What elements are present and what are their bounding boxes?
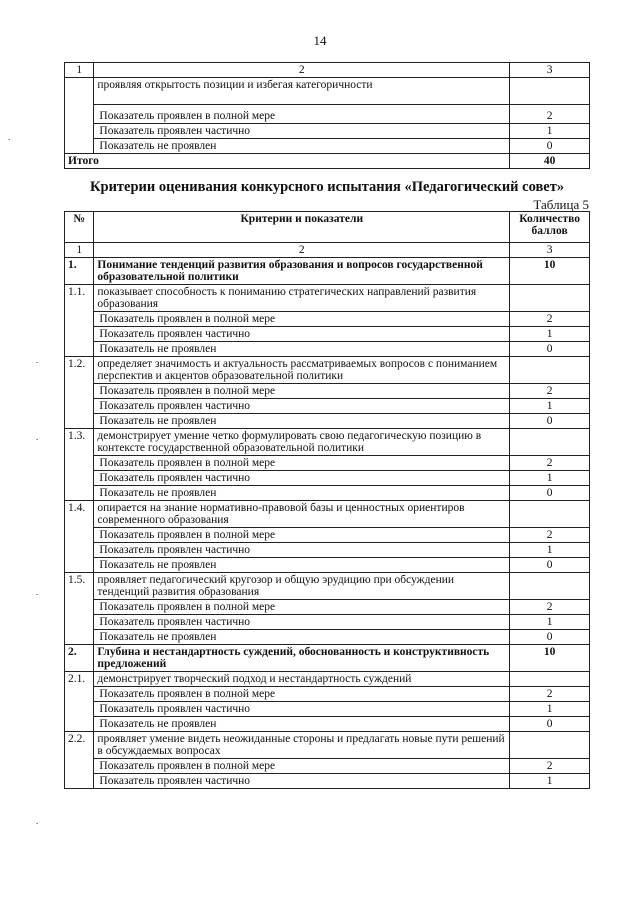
header-score: Количество баллов	[510, 212, 590, 243]
colnum-1: 1	[65, 243, 94, 258]
score-cell: 1	[510, 543, 590, 558]
top-table	[64, 62, 590, 169]
table-row	[65, 357, 590, 384]
criterion-group-row	[65, 258, 590, 285]
criterion-cell: Показатель проявлен в полной мере	[94, 384, 510, 399]
criterion-number: 2.1.	[65, 672, 94, 732]
table-row	[65, 558, 590, 573]
table-row	[65, 501, 590, 528]
score-cell: 0	[510, 558, 590, 573]
score-cell: 0	[510, 717, 590, 732]
score-cell	[510, 285, 590, 312]
margin-dot: .	[36, 816, 39, 826]
table-row	[65, 456, 590, 471]
score-cell: 1	[510, 327, 590, 342]
score-cell: 0	[510, 486, 590, 501]
criterion-cell: Показатель проявлен в полной мере	[94, 312, 510, 327]
criterion-cell: демонстрирует умение четко формулировать свою педагогическую позицию в контексте государственной образовательной политики	[94, 429, 510, 456]
criterion-number: 2.2.	[65, 732, 94, 789]
score-cell: 1	[510, 124, 590, 139]
criterion-number: 1.2.	[65, 357, 94, 429]
score-cell: 1	[510, 774, 590, 789]
criterion-cell: опирается на знание нормативно-правовой базы и ценностных ориентиров современного образования	[94, 501, 510, 528]
margin-dot: .	[8, 132, 11, 142]
criterion-cell: проявляет умение видеть неожиданные стороны и предлагать новые пути решений в обсуждаемых вопросах	[94, 732, 510, 759]
table-row	[65, 105, 590, 124]
criterion-cell: Показатель проявлен в полной мере	[94, 600, 510, 615]
criterion-cell: Показатель проявлен частично	[94, 774, 510, 789]
table-row	[65, 615, 590, 630]
score-cell	[510, 573, 590, 600]
score-cell	[510, 429, 590, 456]
table-row	[65, 732, 590, 759]
table-row	[65, 124, 590, 139]
criterion-cell: Показатель проявлен частично	[94, 399, 510, 414]
criterion-number: 1.5.	[65, 573, 94, 645]
table-row	[65, 486, 590, 501]
margin-dot: .	[36, 432, 39, 442]
column-number-row	[65, 243, 590, 258]
score-cell: 2	[510, 312, 590, 327]
total-label: Итого	[65, 154, 510, 169]
table-row	[65, 471, 590, 486]
score-cell: 1	[510, 471, 590, 486]
score-cell: 2	[510, 759, 590, 774]
table-row	[65, 759, 590, 774]
criterion-cell: Показатель не проявлен	[94, 139, 510, 154]
criterion-cell: Показатель не проявлен	[94, 342, 510, 357]
table-row	[65, 342, 590, 357]
score-cell: 2	[510, 105, 590, 124]
score-cell: 1	[510, 399, 590, 414]
table-row	[65, 528, 590, 543]
score-cell: 2	[510, 687, 590, 702]
score-cell	[510, 672, 590, 687]
criterion-cell: Показатель проявлен частично	[94, 702, 510, 717]
column-number-row	[65, 63, 590, 78]
criterion-cell: Показатель не проявлен	[94, 414, 510, 429]
score-cell: 10	[510, 258, 590, 285]
table-row	[65, 573, 590, 600]
criteria-table-body	[65, 258, 590, 789]
table-row	[65, 672, 590, 687]
criterion-cell: показывает способность к пониманию стратегических направлений развития образования	[94, 285, 510, 312]
criterion-cell: Показатель проявлен частично	[94, 124, 510, 139]
criterion-cell: Глубина и нестандартность суждений, обоснованность и конструктивность предложений	[94, 645, 510, 672]
table-row	[65, 414, 590, 429]
colnum-2: 2	[94, 63, 510, 78]
table-row	[65, 327, 590, 342]
criterion-number: 1.4.	[65, 501, 94, 573]
table-row	[65, 399, 590, 414]
criterion-cell: проявляя открытость позиции и избегая категоричности	[94, 78, 510, 105]
criterion-cell: Показатель не проявлен	[94, 717, 510, 732]
header-row	[65, 212, 590, 243]
table-row	[65, 630, 590, 645]
score-cell	[510, 78, 590, 105]
header-criteria: Критерии и показатели	[94, 212, 510, 243]
score-cell: 2	[510, 600, 590, 615]
criterion-cell: Понимание тенденций развития образования и вопросов государственной образовательной политики	[94, 258, 510, 285]
score-cell: 0	[510, 342, 590, 357]
criterion-cell: Показатель проявлен частично	[94, 327, 510, 342]
colnum-3: 3	[510, 63, 590, 78]
criterion-group-row	[65, 645, 590, 672]
criterion-cell: Показатель проявлен в полной мере	[94, 759, 510, 774]
criterion-cell: Показатель проявлен частично	[94, 471, 510, 486]
table-row	[65, 429, 590, 456]
table-row	[65, 384, 590, 399]
criterion-number: 2.	[65, 645, 94, 672]
score-cell: 0	[510, 414, 590, 429]
total-row	[65, 154, 590, 169]
table-row	[65, 600, 590, 615]
criterion-cell: Показатель не проявлен	[94, 486, 510, 501]
criterion-cell: Показатель не проявлен	[94, 558, 510, 573]
table-row	[65, 139, 590, 154]
score-cell: 0	[510, 630, 590, 645]
criterion-cell: Показатель проявлен в полной мере	[94, 528, 510, 543]
score-cell: 10	[510, 645, 590, 672]
score-cell: 2	[510, 528, 590, 543]
colnum-2: 2	[94, 243, 510, 258]
table-row	[65, 543, 590, 558]
criterion-cell: Показатель проявлен частично	[94, 543, 510, 558]
score-cell: 1	[510, 702, 590, 717]
criterion-number: 1.	[65, 258, 94, 285]
score-cell: 1	[510, 615, 590, 630]
table-label: Таблица 5	[533, 197, 589, 212]
table-row	[65, 78, 590, 105]
margin-dot: .	[36, 587, 39, 597]
criterion-cell: Показатель проявлен в полной мере	[94, 105, 510, 124]
table-row	[65, 687, 590, 702]
score-cell	[510, 501, 590, 528]
section-title: Критерии оценивания конкурсного испытания «Педагогический совет»	[90, 179, 565, 195]
colnum-3: 3	[510, 243, 590, 258]
page-number: 14	[313, 33, 327, 48]
score-cell: 2	[510, 384, 590, 399]
score-cell	[510, 732, 590, 759]
criterion-cell: определяет значимость и актуальность рассматриваемых вопросов с пониманием перспектив и акцентов образовательной политики	[94, 357, 510, 384]
score-cell	[510, 357, 590, 384]
total-value: 40	[510, 154, 590, 169]
table-row	[65, 774, 590, 789]
criterion-cell: демонстрирует творческий подход и нестандартность суждений	[94, 672, 510, 687]
table-row	[65, 312, 590, 327]
table-row	[65, 702, 590, 717]
criterion-number: 1.3.	[65, 429, 94, 501]
score-cell: 2	[510, 456, 590, 471]
criteria-table	[64, 211, 590, 789]
colnum-1: 1	[65, 63, 94, 78]
criterion-cell: Показатель не проявлен	[94, 630, 510, 645]
empty-num-cell	[65, 78, 94, 154]
margin-dot: .	[36, 355, 39, 365]
table-row	[65, 717, 590, 732]
score-cell: 0	[510, 139, 590, 154]
criterion-cell: проявляет педагогический кругозор и общую эрудицию при обсуждении тенденций развития образования	[94, 573, 510, 600]
criterion-cell: Показатель проявлен в полной мере	[94, 456, 510, 471]
table-row	[65, 285, 590, 312]
criterion-cell: Показатель проявлен частично	[94, 615, 510, 630]
criterion-number: 1.1.	[65, 285, 94, 357]
criterion-cell: Показатель проявлен в полной мере	[94, 687, 510, 702]
header-num: №	[65, 212, 94, 243]
